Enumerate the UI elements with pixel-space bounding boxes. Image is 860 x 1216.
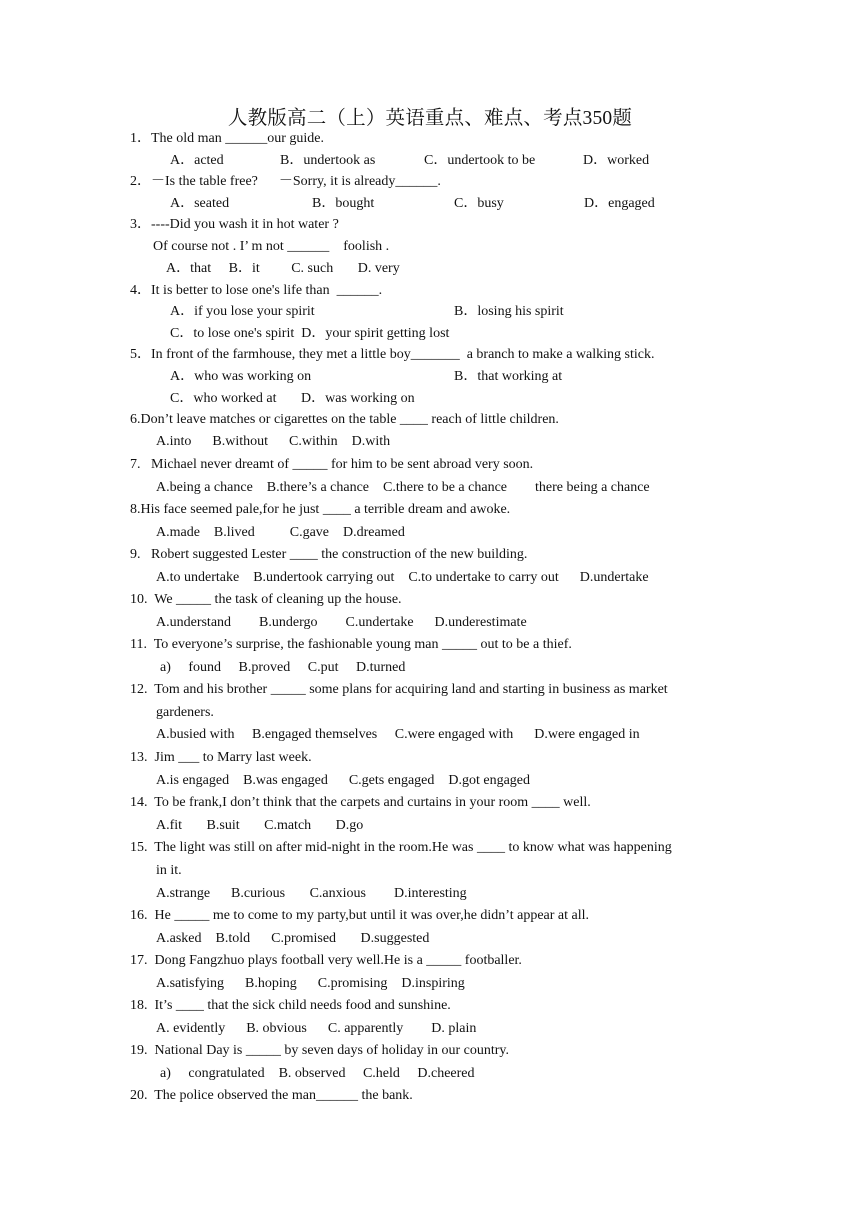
question-6-options: A.into B.without C.within D.with xyxy=(156,434,391,449)
question-19-options: a) congratulated B. observed C.held D.cheered xyxy=(160,1066,475,1081)
question-1-option-b: B．undertook as xyxy=(280,153,376,168)
question-14-options: A.fit B.suit C.match D.go xyxy=(156,818,364,833)
question-2-option-d: D．engaged xyxy=(584,196,655,211)
question-19: 19. National Day is _____ by seven days of holiday in our country. xyxy=(130,1043,509,1058)
question-3-line-2: Of course not . I’ m not ______ foolish . xyxy=(153,239,390,254)
question-16-options: A.asked B.told C.promised D.suggested xyxy=(156,931,430,946)
question-2-option-a: A．seated xyxy=(170,196,230,211)
question-16: 16. He _____ me to come to my party,but until it was over,he didn’t appear at all. xyxy=(130,908,589,923)
question-10-options: A.understand B.undergo C.undertake D.underestimate xyxy=(156,615,527,630)
question-2: 2．－Is the table free? －Sorry, it is already______. xyxy=(130,174,441,189)
question-9: 9. Robert suggested Lester ____ the construction of the new building. xyxy=(130,547,528,562)
question-20: 20. The police observed the man______ the bank. xyxy=(130,1088,413,1103)
question-2-option-c: C．busy xyxy=(454,196,504,211)
question-15-line-2: in it. xyxy=(156,863,182,878)
question-8: 8.His face seemed pale,for he just ____ a terrible dream and awoke. xyxy=(130,502,511,517)
question-12-options: A.busied with B.engaged themselves C.were engaged with D.were engaged in xyxy=(156,727,640,742)
question-12: 12. Tom and his brother _____ some plans for acquiring land and starting in business as market xyxy=(130,682,668,697)
question-4-option-a: A．if you lose your spirit xyxy=(170,304,315,319)
question-4: 4．It is better to lose one's life than ______. xyxy=(130,283,383,298)
question-18-options: A. evidently B. obvious C. apparently D. plain xyxy=(156,1021,477,1036)
page-title: 人教版高二（上）英语重点、难点、考点350题 xyxy=(227,108,633,129)
question-5: 5．In front of the farmhouse, they met a little boy_______ a branch to make a walking stick. xyxy=(130,347,655,362)
question-4-options-cd: C．to lose one's spirit D．your spirit getting lost xyxy=(170,326,450,341)
question-1: 1．The old man ______our guide. xyxy=(130,131,325,146)
question-12-line-2: gardeners. xyxy=(156,705,214,720)
question-2-option-b: B．bought xyxy=(312,196,375,211)
question-10: 10. We _____ the task of cleaning up the house. xyxy=(130,592,402,607)
question-15: 15. The light was still on after mid-night in the room.He was ____ to know what was happening xyxy=(130,840,672,855)
question-6: 6.Don’t leave matches or cigarettes on the table ____ reach of little children. xyxy=(130,412,559,427)
question-3-options: A．that B．it C. such D. very xyxy=(166,261,400,276)
question-7-options: A.being a chance B.there’s a chance C.there to be a chance there being a chance xyxy=(156,480,650,495)
question-1-option-c: C．undertook to be xyxy=(424,153,536,168)
question-11: 11. To everyone’s surprise, the fashionable young man _____ out to be a thief. xyxy=(130,637,572,652)
question-18: 18. It’s ____ that the sick child needs food and sunshine. xyxy=(130,998,451,1013)
question-13-options: A.is engaged B.was engaged C.gets engaged D.got engaged xyxy=(156,773,531,788)
question-3: 3．----Did you wash it in hot water ? xyxy=(130,217,339,232)
question-7: 7. Michael never dreamt of _____ for him to be sent abroad very soon. xyxy=(130,457,534,472)
question-4-option-b: B．losing his spirit xyxy=(454,304,564,319)
question-17-options: A.satisfying B.hoping C.promising D.inspiring xyxy=(156,976,465,991)
question-11-options: a) found B.proved C.put D.turned xyxy=(160,660,406,675)
question-8-options: A.made B.lived C.gave D.dreamed xyxy=(156,525,405,540)
question-5-options-cd: C．who worked at D．was working on xyxy=(170,391,415,406)
question-9-options: A.to undertake B.undertook carrying out C.to undertake to carry out D.undertake xyxy=(156,570,649,585)
question-5-option-b: B．that working at xyxy=(454,369,563,384)
question-1-option-d: D．worked xyxy=(583,153,650,168)
question-5-option-a: A．who was working on xyxy=(170,369,312,384)
question-17: 17. Dong Fangzhuo plays football very well.He is a _____ footballer. xyxy=(130,953,522,968)
question-14: 14. To be frank,I don’t think that the carpets and curtains in your room ____ well. xyxy=(130,795,591,810)
question-15-options: A.strange B.curious C.anxious D.interesting xyxy=(156,886,467,901)
question-13: 13. Jim ___ to Marry last week. xyxy=(130,750,312,765)
question-1-option-a: A．acted xyxy=(170,153,224,168)
